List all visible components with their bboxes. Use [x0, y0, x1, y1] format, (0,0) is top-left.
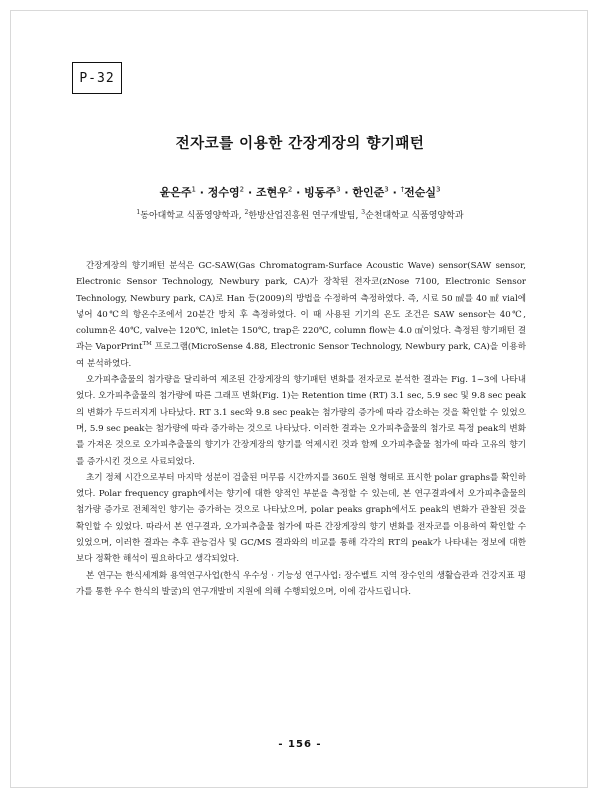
author-separator: ·	[195, 186, 208, 199]
paragraph-acknowledgement: 본 연구는 한식세계화 용역연구사업(한식 우수성 · 기능성 연구사업: 장수벨트 지역 장수인의 생활습관과 건강지표 평가를 통한 우수 한식의 발굴)의 연구개발비 지원에 의해 수행되었으며, 이에 감사드립니다.	[76, 570, 526, 597]
author-affiliation-index: 2	[239, 185, 245, 194]
page-number: - 156 -	[278, 739, 322, 750]
paragraph-polar: 초기 정체 시간으로부터 마지막 성분이 검출된 머무름 시간까지를 360도 원형 형태로 표시한 polar graphs를 확인하였다. Polar frequency graph에서는 향기에 대한 양적인 부분을 측정할 수 있는데, 본 연구결과에서 오가피추출물의 첨가량 증가로 전체적인 향기는 증가하는 것으로 나타났으며, polar peaks graph에서도 peak의 변화가 관찰된 것을 확인할 수 있었다. 따라서 본 연구결과, 오가피추출물 첨가에 따른 간장게장의 향기 변화를 전자코를 이용하여 확인할 수 있었으며, 이러한 결과는 추후 관능검사 및 GC/MS 결과와의 비교를 통해 각각의 RT의 peak가 나타내는 정보에 대한 보다 정확한 해석이 필요하다고 생각되었다.	[76, 472, 526, 565]
author-name: †전순실$^3$	[400, 185, 441, 199]
author-name: 윤은주$^1$	[159, 185, 196, 199]
author-name: 조현우$^2$	[255, 185, 293, 199]
affiliation-item: $^2$한방산업진흥원 연구개발팀,	[244, 209, 359, 221]
author-affiliation-index: 3	[384, 185, 389, 194]
author-list	[0, 184, 600, 200]
author-affiliation-index: 3	[336, 185, 341, 194]
author-separator: ·	[388, 186, 401, 199]
author-name: 빙동주$^3$	[304, 185, 341, 199]
affiliation-index: 3	[361, 209, 366, 216]
page-title: 전자코를 이용한 간장게장의 향기패턴	[175, 136, 425, 152]
author-affiliation-index: 3	[435, 185, 441, 194]
abstract-body	[76, 258, 526, 600]
affiliation-index: 1	[136, 209, 141, 216]
author-separator: ·	[244, 186, 256, 199]
author-separator: ·	[292, 186, 305, 199]
affiliation-list	[0, 208, 600, 221]
affiliation-item: $^3$순천대학교 식품영양학과	[361, 209, 464, 221]
affiliation-item: $^1$동아대학교 식품영양학과,	[136, 209, 242, 221]
paragraph-method: 간장게장의 향기패턴 분석은 GC-SAW(Gas Chromatogram-Surface Acoustic Wave) sensor(SAW sensor, Electronic Sensor Technology, Newbury park, CA)가 장착된 전자코(zNose 7100, Electronic Sensor Technology, Newbury park, CA)로 Han 등(2009)의 방법을 수정하여 측정하였다. 즉, 시료 50 ㎖를 40 ㎖ vial에 넣어 40℃의 항온수조에서 20분간 방치 후 측정하였다. 이 때 사용된 기기의 온도 조건은 SAW sensor는 40℃, column온 40℃, valve는 120℃, inlet는 150℃, trap은 220℃, column flow는 4.0 ㎤이었다. 측정된 향기패턴 결과는 VaporPrint™ 프로그램(MicroSense 4.88, Electronic Sensor Technology, Newbury park, CA)을 이용하여 분석하였다.	[76, 261, 526, 369]
paragraph-results: 오가피추출물의 첨가량을 달리하여 제조된 간장게장의 향기패턴 변화를 전자코로 분석한 결과는 Fig. 1~3에 나타내었다. 오가피추출물의 첨가량에 따른 그래프 변화(Fig. 1)는 Retention time (RT) 3.1 sec, 5.9 sec 및 9.8 sec peak의 변화가 두드러지게 나타났다. RT 3.1 sec와 9.8 sec peak는 첨가량의 증가에 따라 감소하는 것을 확인할 수 있었으며, 5.9 sec peak는 첨가량에 따라 증가하는 것으로 나타났다. 이러한 결과는 오가피추출물의 첨가로 특정 peak의 변화를 가져온 것으로 오가피추출물의 향기가 간장게장의 향기를 억제시킨 것과 함께 오가피추출물 첨가에 따라 고유의 향기를 증가시킨 것으로 사료되었다.	[76, 375, 526, 467]
author-name: 정수영$^2$	[207, 185, 245, 199]
affiliation-index: 2	[244, 209, 249, 216]
trademark-mark: TM	[142, 341, 152, 348]
corresponding-mark: †	[400, 185, 405, 194]
author-separator: ·	[340, 186, 353, 199]
paper-code: P-32	[79, 70, 115, 86]
author-affiliation-index: 2	[287, 185, 293, 194]
author-name: 한인준$^3$	[352, 185, 389, 199]
paper-code-box	[72, 62, 122, 94]
author-affiliation-index: 1	[191, 185, 196, 194]
